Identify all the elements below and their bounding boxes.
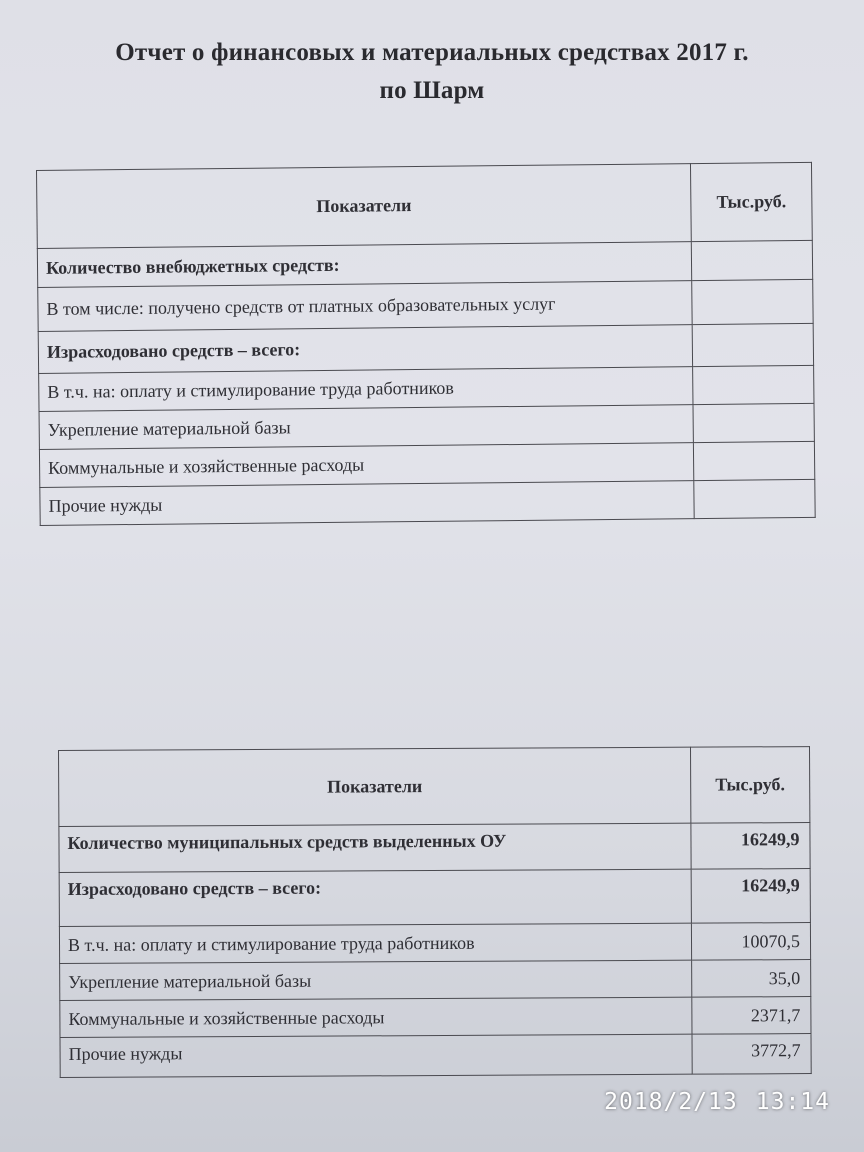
row-value	[693, 403, 814, 442]
row-label: Количество внебюджетных средств:	[37, 242, 691, 288]
table-header-row	[37, 162, 813, 248]
municipal-funds-table	[58, 746, 812, 1078]
table-row	[60, 960, 811, 1001]
header-indicator: Показатели	[37, 164, 692, 249]
header-unit: Тыс.руб.	[690, 747, 809, 824]
title-line-1: Отчет о финансовых и материальных средствах 2017 г.	[115, 39, 749, 66]
extrabudget-funds-table	[36, 162, 816, 526]
photo-timestamp	[604, 1089, 830, 1115]
photo-time: 13:14	[755, 1089, 830, 1115]
row-value	[694, 479, 815, 518]
row-value: 35,0	[692, 960, 811, 998]
row-label: Укрепление материальной базы	[60, 960, 692, 1000]
title-line-2: по Шарм	[379, 77, 485, 104]
row-value	[692, 279, 813, 324]
row-value: 16249,9	[691, 869, 810, 924]
document-title	[0, 34, 864, 110]
row-label: В т.ч. на: оплату и стимулирование труда работников	[39, 367, 693, 412]
row-label: Коммунальные и хозяйственные расходы	[60, 997, 692, 1037]
table-row	[60, 1034, 811, 1078]
row-label: Количество муниципальных средств выделенных ОУ	[59, 823, 691, 872]
header-indicator: Показатели	[59, 747, 691, 826]
row-label: В том числе: получено средств от платных образовательных услуг	[38, 281, 692, 332]
row-value	[693, 441, 814, 480]
photo-date: 2018/2/13	[604, 1089, 738, 1115]
table-header-row	[59, 747, 810, 827]
table-row	[60, 997, 811, 1038]
row-label: В т.ч. на: оплату и стимулирование труда работников	[59, 923, 691, 963]
row-value	[691, 240, 812, 280]
row-label: Прочие нужды	[60, 1034, 692, 1077]
row-value: 10070,5	[691, 923, 810, 961]
row-value	[692, 323, 813, 366]
row-value	[693, 365, 814, 404]
row-value: 3772,7	[692, 1034, 811, 1075]
row-label: Израсходовано средств – всего:	[59, 869, 691, 926]
table-row	[59, 923, 810, 964]
table-row	[40, 479, 815, 525]
row-label: Прочие нужды	[40, 481, 694, 526]
row-value: 2371,7	[692, 997, 811, 1035]
row-label: Укрепление материальной базы	[39, 405, 693, 450]
table-row	[59, 823, 810, 873]
row-label: Израсходовано средств – всего:	[38, 325, 692, 374]
row-label: Коммунальные и хозяйственные расходы	[39, 443, 693, 488]
table-row	[59, 869, 810, 927]
row-value: 16249,9	[691, 823, 810, 870]
header-unit: Тыс.руб.	[690, 162, 812, 241]
